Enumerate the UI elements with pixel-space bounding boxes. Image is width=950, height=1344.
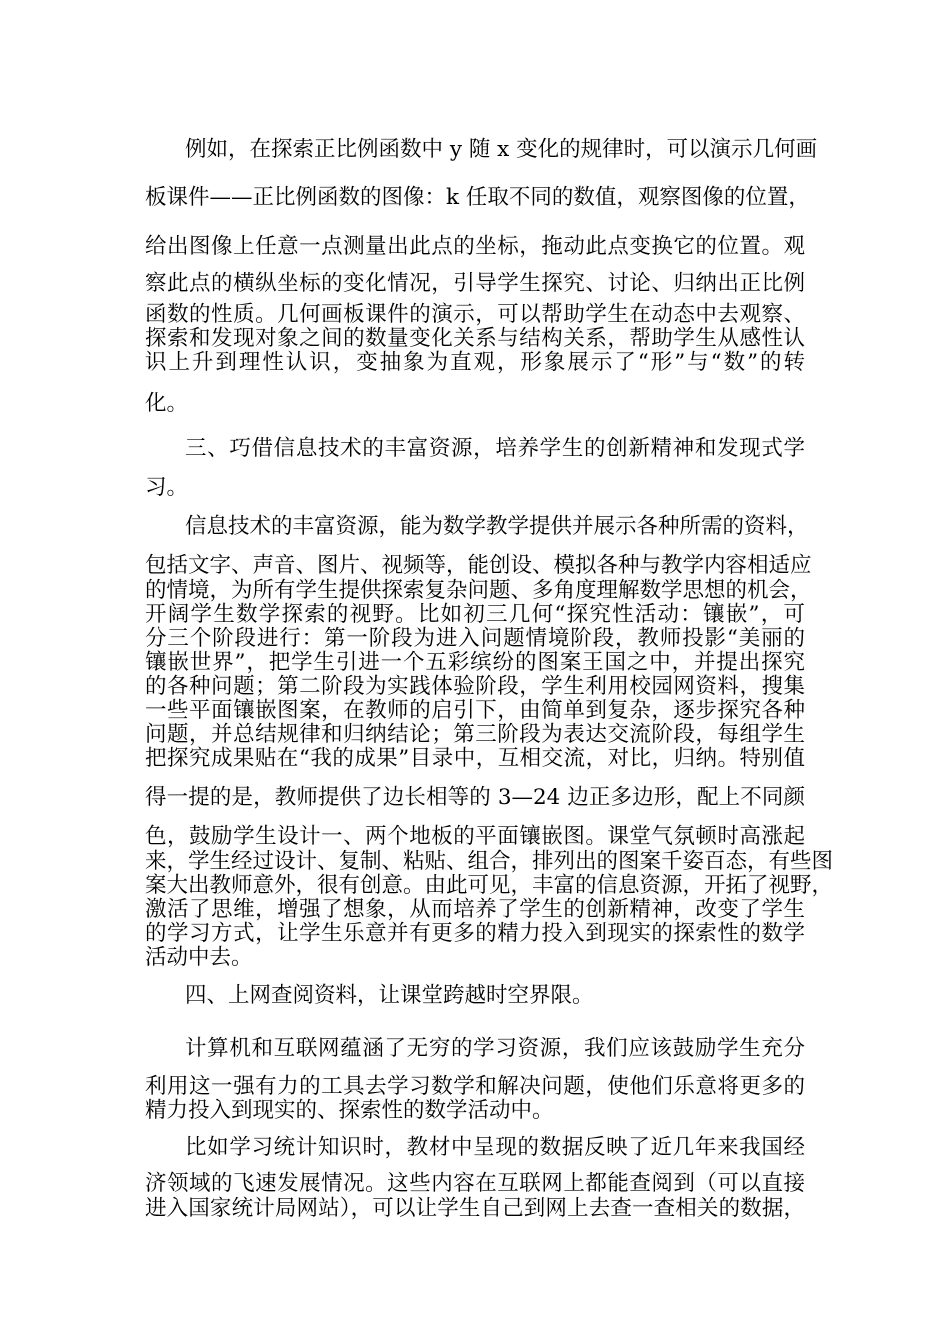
text-line: 例如，在探索正比例函数中 y 随 x 变化的规律时，可以演示几何画 — [185, 137, 818, 162]
text-line: 来，学生经过设计、复制、粘贴、组合，排列出的图案千姿百态，有些图 — [145, 849, 834, 874]
text-line: 识上升到理性认识，变抽象为直观，形象展示了“形”与“数”的转 — [145, 350, 805, 375]
section-heading: 习。 — [145, 475, 189, 500]
text-line: 把探究成果贴在“我的成果”目录中，互相交流，对比，归纳。特别值 — [145, 746, 805, 771]
text-line: 化。 — [145, 391, 189, 416]
text-line: 信息技术的丰富资源，能为数学教学提供并展示各种所需的资料， — [185, 514, 809, 539]
text-line: 计算机和互联网蕴涵了无穷的学习资源，我们应该鼓励学生充分 — [185, 1036, 805, 1061]
text-line: 问题，并总结规律和归纳结论；第三阶段为表达交流阶段，每组学生 — [145, 722, 805, 747]
text-line: 的各种问题；第二阶段为实践体验阶段，学生利用校园网资料，搜集 — [145, 674, 805, 699]
text-line: 察此点的横纵坐标的变化情况，引导学生探究、讨论、归纳出正比例 — [145, 271, 805, 296]
text-line: 分三个阶段进行：第一阶段为进入问题情境阶段，教师投影“美丽的 — [145, 626, 805, 651]
text-line: 进入国家统计局网站），可以让学生自己到网上去查一查相关的数据， — [145, 1196, 805, 1221]
text-line: 给出图像上任意一点测量出此点的坐标，拖动此点变换它的位置。观 — [145, 234, 805, 259]
section-heading: 四、上网查阅资料，让课堂跨越时空界限。 — [185, 983, 594, 1008]
text-line: 探索和发现对象之间的数量变化关系与结构关系，帮助学生从感性认 — [145, 326, 805, 351]
text-line: 激活了思维，增强了想象，从而培养了学生的创新精神，改变了学生 — [145, 897, 805, 922]
text-line: 的学习方式，让学生乐意并有更多的精力投入到现实的探索性的数学 — [145, 921, 805, 946]
text-line: 镶嵌世界”，把学生引进一个五彩缤纷的图案王国之中，并提出探究 — [145, 650, 805, 675]
text-line: 的情境，为所有学生提供探索复杂问题、多角度理解数学思想的机会， — [145, 578, 812, 603]
text-line: 活动中去。 — [145, 945, 253, 970]
text-line: 利用这一强有力的工具去学习数学和解决问题，使他们乐意将更多的 — [145, 1074, 805, 1099]
text-line: 板课件——正比例函数的图像：k 任取不同的数值，观察图像的位置， — [145, 185, 810, 210]
section-heading: 三、巧借信息技术的丰富资源，培养学生的创新精神和发现式学 — [185, 436, 805, 461]
text-line: 开阔学生数学探索的视野。比如初三几何“探究性活动：镶嵌”，可 — [145, 602, 805, 627]
text-line: 一些平面镶嵌图案，在教师的启引下，由简单到复杂，逐步探究各种 — [145, 698, 805, 723]
text-line: 比如学习统计知识时，教材中呈现的数据反映了近几年来我国经 — [185, 1135, 805, 1160]
text-line: 函数的性质。几何画板课件的演示，可以帮助学生在动态中去观察、 — [145, 302, 805, 327]
text-line: 得一提的是，教师提供了边长相等的 3—24 边正多边形，配上不同颜 — [145, 785, 805, 810]
text-line: 色，鼓励学生设计一、两个地板的平面镶嵌图。课堂气氛顿时高涨起 — [145, 824, 805, 849]
text-line: 案大出教师意外，很有创意。由此可见，丰富的信息资源，开拓了视野， — [145, 873, 834, 898]
text-line: 包括文字、声音、图片、视频等，能创设、模拟各种与教学内容相适应 — [145, 553, 812, 578]
text-line: 精力投入到现实的、探索性的数学活动中。 — [145, 1098, 554, 1123]
text-line: 济领域的飞速发展情况。这些内容在互联网上都能查阅到（可以直接 — [145, 1171, 805, 1196]
